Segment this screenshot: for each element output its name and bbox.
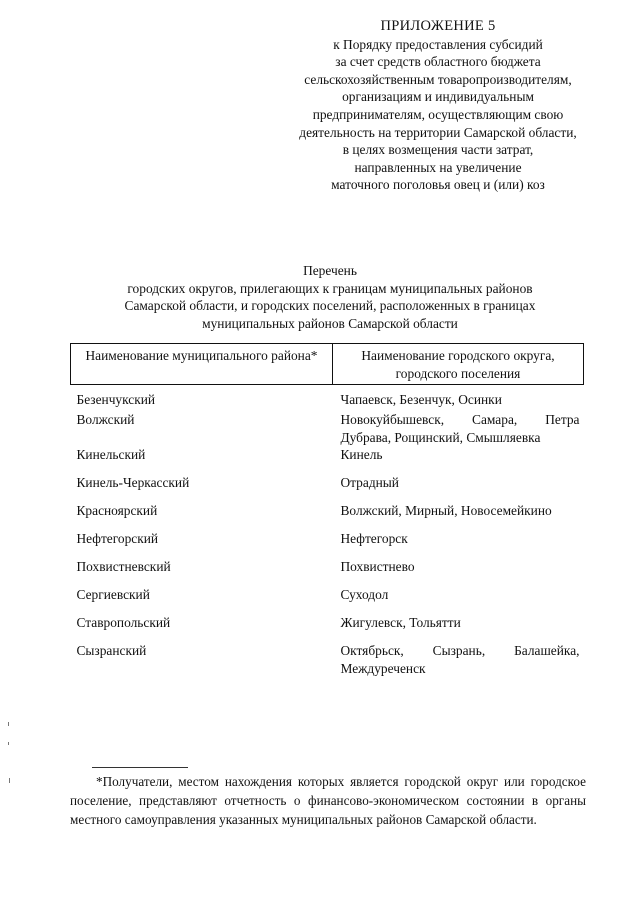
city-cell: Жигулевск, Тольятти [340, 615, 461, 630]
district-cell: Нефтегорский [76, 531, 159, 546]
district-cell: Красноярский [76, 503, 158, 518]
header-city: Наименование городского округа, городского поселения [333, 344, 584, 385]
footnote: *Получатели, местом нахождения которых является городской округ или городское поселение, представляют отчетность о финансово-экономическом состоянии в органы местного самоуправления указанных муниципальных районов Самарской области. [70, 774, 586, 827]
table-row [71, 385, 584, 412]
appendix-line: в целях возмещения части затрат, [342, 142, 534, 158]
appendix-heading: ПРИЛОЖЕНИЕ 5 [380, 18, 496, 34]
appendix-line: направленных на увеличение [354, 159, 522, 175]
district-cell: Сергиевский [76, 587, 150, 602]
city-cell: Похвистнево [340, 559, 415, 574]
district-cell: Ставропольский [76, 615, 171, 630]
list-title-line: муниципальных районов Самарской области [202, 315, 458, 331]
table-header-row [71, 344, 584, 385]
appendix-line: маточного поголовья овец и (или) коз [331, 177, 545, 193]
city-cell: Отрадный [340, 475, 399, 490]
list-heading: Перечень [303, 263, 357, 278]
table-row [71, 502, 584, 530]
list-title [70, 262, 590, 332]
district-cell: Волжский [76, 412, 135, 427]
list-title-line: Самарской области, и городских поселений, расположенных в границах [124, 298, 536, 313]
footnote-separator [92, 767, 188, 768]
table-row [71, 446, 584, 474]
district-cell: Похвистневский [76, 559, 171, 574]
city-cell: Новокуйбышевск, Самара, Петра Дубрава, Рощинский, Смышляевка [340, 412, 580, 445]
appendix-line: деятельность на территории Самарской области, [299, 124, 577, 140]
scan-mark [9, 778, 10, 783]
appendix-line: предпринимателям, осуществляющим свою [312, 106, 564, 122]
city-cell: Суходол [340, 587, 389, 602]
appendix-line: сельскохозяйственным товаропроизводителям, [304, 71, 572, 87]
districts-table [70, 343, 584, 677]
appendix-line: за счет средств областного бюджета [335, 54, 541, 70]
city-cell: Нефтегорск [340, 531, 408, 546]
table-row [71, 411, 584, 446]
appendix-header [270, 18, 606, 194]
table-row [71, 586, 584, 614]
table-row [71, 642, 584, 677]
header-district: Наименование муниципального района* [71, 344, 333, 385]
table-row [71, 614, 584, 642]
appendix-line: организациям и индивидуальным [342, 89, 534, 105]
district-cell: Сызранский [76, 643, 147, 658]
table-row [71, 558, 584, 586]
city-cell: Волжский, Мирный, Новосемейкино [340, 503, 552, 518]
city-cell: Октябрьск, Сызрань, Балашейка, Междуреченск [340, 643, 580, 676]
scan-mark [8, 722, 9, 726]
district-cell: Кинельский [76, 447, 146, 462]
district-cell: Безенчукский [76, 392, 156, 407]
appendix-line: к Порядку предоставления субсидий [333, 36, 543, 52]
table-row [71, 474, 584, 502]
city-cell: Кинель [340, 447, 383, 462]
table-row [71, 530, 584, 558]
city-cell: Чапаевск, Безенчук, Осинки [340, 392, 502, 407]
list-title-line: городских округов, прилегающих к границам муниципальных районов [127, 280, 533, 296]
scan-mark [8, 742, 9, 745]
district-cell: Кинель-Черкасский [76, 475, 190, 490]
